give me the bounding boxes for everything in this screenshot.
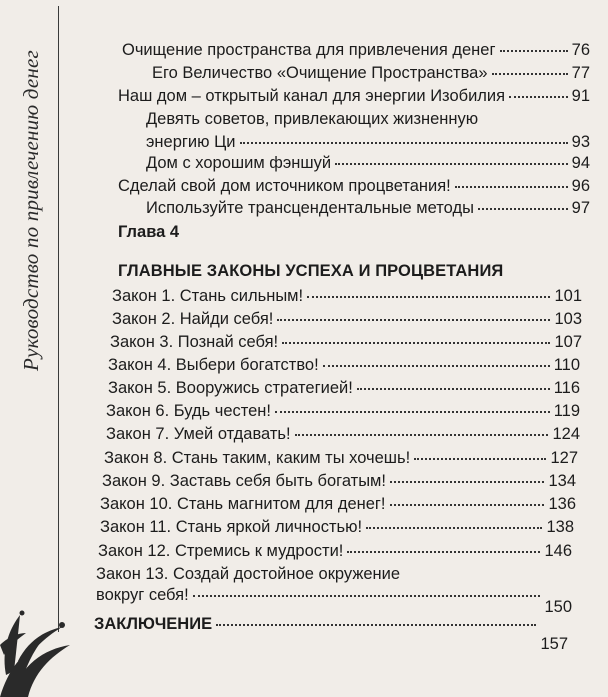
toc-entry-label: Закон 8. Стань таким, каким ты хочешь! [104,449,411,467]
toc-entry [94,614,568,653]
toc-entry [98,541,572,561]
toc-entry [100,517,574,537]
leader-dots [366,527,542,529]
leader-dots [193,595,541,597]
leader-dots [492,73,568,75]
toc-entry [102,471,576,491]
toc-entry-label: Закон 3. Познай себя! [110,333,279,351]
toc-entry-label: Закон 5. Вооружись стратегией! [108,379,353,397]
leader-dots [414,458,546,460]
toc-entry-page: 127 [550,449,578,467]
toc-entry [110,332,582,352]
leader-dots [478,208,568,210]
toc-entry-page: 146 [544,542,572,560]
toc-entry-label: Закон 11. Стань яркой личностью! [100,518,363,536]
toc-entry-page: 150 [544,598,572,616]
toc-entry-label: Очищение пространства для привлечения денег [122,41,496,59]
leader-dots [500,50,568,52]
leader-dots [282,342,550,344]
toc-entry [152,63,590,83]
toc-entry-page: 119 [553,402,580,420]
toc-entry-page: 107 [554,333,582,351]
toc-entry [108,355,580,375]
chapter-title: ГЛАВНЫЕ ЗАКОНЫ УСПЕХА И ПРОЦВЕТАНИЯ [118,262,504,280]
leader-dots [307,296,550,298]
leader-dots [277,319,550,321]
leader-dots [390,481,544,483]
conclusion-label: ЗАКЛЮЧЕНИЕ [94,615,213,633]
toc-entry [96,585,572,616]
toc-entry [146,132,590,152]
toc-entry-page: 157 [540,635,568,653]
toc-entry-page: 101 [554,287,582,305]
toc-entry-page: 96 [571,177,590,195]
leader-dots [347,551,540,553]
toc-entry-label: Наш дом – открытый канал для энергии Изобилия [118,87,506,105]
leader-dots [323,365,550,367]
toc-entry-label: Закон 1. Стань сильным! [112,287,304,305]
toc-entry-label: вокруг себя! [96,586,189,604]
leader-dots [357,388,550,390]
toc-entry-page: 93 [571,133,590,151]
running-title-text: Руководство по привлечению денег [18,49,43,371]
toc-entry-label: Закон 9. Заставь себя быть богатым! [102,472,386,490]
toc-entry-page: 136 [548,495,576,513]
margin-rule [58,6,59,632]
leader-dots [216,624,536,626]
toc-entry-label: Его Величество «Очищение Пространства» [152,64,488,82]
toc-entry-label-line1: Девять советов, привлекающих жизненную [146,110,479,128]
toc-entry [118,86,590,106]
toc-entry-page: 134 [548,472,576,490]
toc-entry-label: Используйте трансцендентальные методы [146,199,474,217]
toc-entry-label: Закон 12. Стремись к мудрости! [98,542,344,560]
leader-dots [335,163,568,165]
toc-entry-page: 77 [571,64,590,82]
toc-entry-page: 76 [571,41,590,59]
leader-dots [455,186,568,188]
leader-dots [509,96,568,98]
toc-entry-page: 103 [554,310,582,328]
toc-entry-label: Сделай свой дом источником процветания! [118,177,451,195]
toc-entry [106,401,580,421]
chapter-number: Глава 4 [118,223,180,241]
toc-entry-page: 110 [553,356,580,374]
toc-entry-page: 116 [553,379,580,397]
running-title [2,40,60,380]
toc-entry-page: 97 [571,199,590,217]
toc-entry [112,309,582,329]
toc-entry [112,286,582,306]
leader-dots [390,504,545,506]
toc-entry [108,378,580,398]
toc-entry [104,448,578,468]
toc-entry-label-line1: Закон 13. Создай достойное окружение [96,565,401,583]
toc-entry [118,176,590,196]
toc-entry-label: Закон 2. Найди себя! [112,310,274,328]
toc-entry [146,198,590,218]
toc-entry [146,153,590,173]
toc-entry-page: 124 [552,425,580,443]
toc-entry-label: Закон 7. Умей отдавать! [106,425,291,443]
leader-dots [240,142,568,144]
toc-entry-label: энергию Ци [146,133,236,151]
toc-entry-label: Дом с хорошим фэншуй [146,154,332,172]
leader-dots [275,411,550,413]
toc-entry-label: Закон 6. Будь честен! [106,402,272,420]
toc-entry-page: 138 [546,518,574,536]
toc-entry [106,424,580,444]
toc-entry-page: 94 [571,154,590,172]
toc-entry-label: Закон 4. Выбери богатство! [108,356,319,374]
toc-entry-label: Закон 10. Стань магнитом для денег! [100,495,386,513]
floral-ornament-icon [0,575,80,697]
toc-entry [122,40,590,60]
leader-dots [295,434,549,436]
toc-entry-page: 91 [571,87,590,105]
toc-entry [100,494,576,514]
